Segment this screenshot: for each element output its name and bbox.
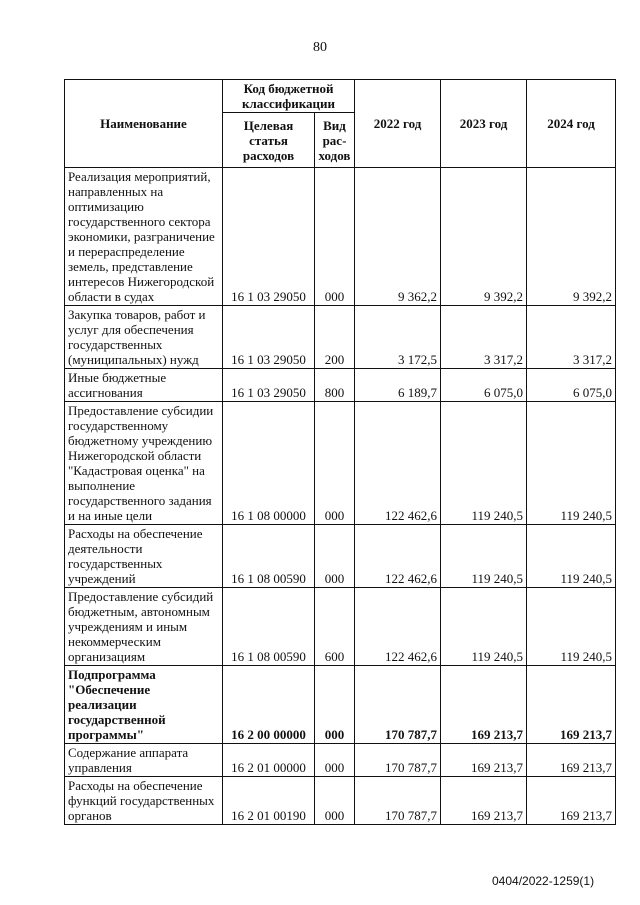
cell-target-article: 16 1 03 29050 — [223, 369, 315, 402]
cell-2024: 119 240,5 — [527, 525, 616, 588]
cell-2023: 119 240,5 — [441, 525, 527, 588]
cell-2024: 6 075,0 — [527, 369, 616, 402]
cell-2022: 170 787,7 — [355, 744, 441, 777]
cell-target-article: 16 2 01 00000 — [223, 744, 315, 777]
cell-2023: 119 240,5 — [441, 402, 527, 525]
document-code: 0404/2022-1259(1) — [492, 874, 595, 888]
cell-name: Подпрограмма "Обеспечение реализации государственной программы" — [65, 666, 223, 744]
header-2022: 2022 год — [355, 80, 441, 168]
cell-2024: 9 392,2 — [527, 168, 616, 306]
cell-expense-kind: 000 — [315, 666, 355, 744]
cell-name: Реализация мероприятий, направленных на оптимизацию государственного сектора экономики, разграничение и перераспределение земель, представление интересов Нижегородской области в судах — [65, 168, 223, 306]
cell-expense-kind: 200 — [315, 306, 355, 369]
cell-expense-kind: 000 — [315, 777, 355, 825]
cell-name: Предоставление субсидий бюджетным, автономным учреждениям и иным некоммерческим организациям — [65, 588, 223, 666]
cell-name: Расходы на обеспечение деятельности государственных учреждений — [65, 525, 223, 588]
cell-target-article: 16 1 08 00590 — [223, 588, 315, 666]
table-row — [65, 168, 616, 306]
cell-2022: 122 462,6 — [355, 525, 441, 588]
header-target-article: Целевая статья расходов — [223, 113, 315, 168]
cell-target-article: 16 1 03 29050 — [223, 306, 315, 369]
cell-target-article: 16 1 03 29050 — [223, 168, 315, 306]
header-2024: 2024 год — [527, 80, 616, 168]
cell-2023: 169 213,7 — [441, 777, 527, 825]
page-number: 80 — [313, 40, 327, 55]
table-row — [65, 744, 616, 777]
cell-2022: 3 172,5 — [355, 306, 441, 369]
cell-2023: 3 317,2 — [441, 306, 527, 369]
cell-target-article: 16 2 01 00190 — [223, 777, 315, 825]
table-row — [65, 525, 616, 588]
cell-2024: 119 240,5 — [527, 402, 616, 525]
cell-expense-kind: 000 — [315, 744, 355, 777]
cell-expense-kind: 000 — [315, 402, 355, 525]
cell-2024: 169 213,7 — [527, 744, 616, 777]
header-expense-kind: Вид рас-ходов — [315, 113, 355, 168]
table-row — [65, 588, 616, 666]
table-row — [65, 402, 616, 525]
cell-2023: 169 213,7 — [441, 744, 527, 777]
table-row — [65, 666, 616, 744]
cell-expense-kind: 600 — [315, 588, 355, 666]
header-name: Наименование — [65, 80, 223, 168]
cell-name: Расходы на обеспечение функций государственных органов — [65, 777, 223, 825]
cell-2023: 6 075,0 — [441, 369, 527, 402]
table-row — [65, 369, 616, 402]
table-row — [65, 306, 616, 369]
cell-2024: 169 213,7 — [527, 666, 616, 744]
cell-2022: 170 787,7 — [355, 666, 441, 744]
cell-name: Закупка товаров, работ и услуг для обеспечения государственных (муниципальных) нужд — [65, 306, 223, 369]
cell-2023: 119 240,5 — [441, 588, 527, 666]
cell-name: Предоставление субсидии государственному бюджетному учреждению Нижегородской области "Кадастровая оценка" на выполнение государственного задания и на иные цели — [65, 402, 223, 525]
cell-2024: 169 213,7 — [527, 777, 616, 825]
cell-expense-kind: 000 — [315, 525, 355, 588]
cell-name: Иные бюджетные ассигнования — [65, 369, 223, 402]
cell-2022: 9 362,2 — [355, 168, 441, 306]
cell-2022: 122 462,6 — [355, 588, 441, 666]
budget-table — [64, 79, 616, 825]
cell-2022: 122 462,6 — [355, 402, 441, 525]
table-body — [65, 168, 616, 825]
header-code-group: Код бюджетной классификации — [223, 80, 355, 113]
cell-target-article: 16 1 08 00000 — [223, 402, 315, 525]
cell-name: Содержание аппарата управления — [65, 744, 223, 777]
cell-2024: 3 317,2 — [527, 306, 616, 369]
cell-expense-kind: 800 — [315, 369, 355, 402]
cell-2023: 9 392,2 — [441, 168, 527, 306]
cell-2022: 170 787,7 — [355, 777, 441, 825]
cell-expense-kind: 000 — [315, 168, 355, 306]
table-row — [65, 777, 616, 825]
cell-target-article: 16 2 00 00000 — [223, 666, 315, 744]
cell-2022: 6 189,7 — [355, 369, 441, 402]
cell-2023: 169 213,7 — [441, 666, 527, 744]
cell-target-article: 16 1 08 00590 — [223, 525, 315, 588]
header-2023: 2023 год — [441, 80, 527, 168]
cell-2024: 119 240,5 — [527, 588, 616, 666]
